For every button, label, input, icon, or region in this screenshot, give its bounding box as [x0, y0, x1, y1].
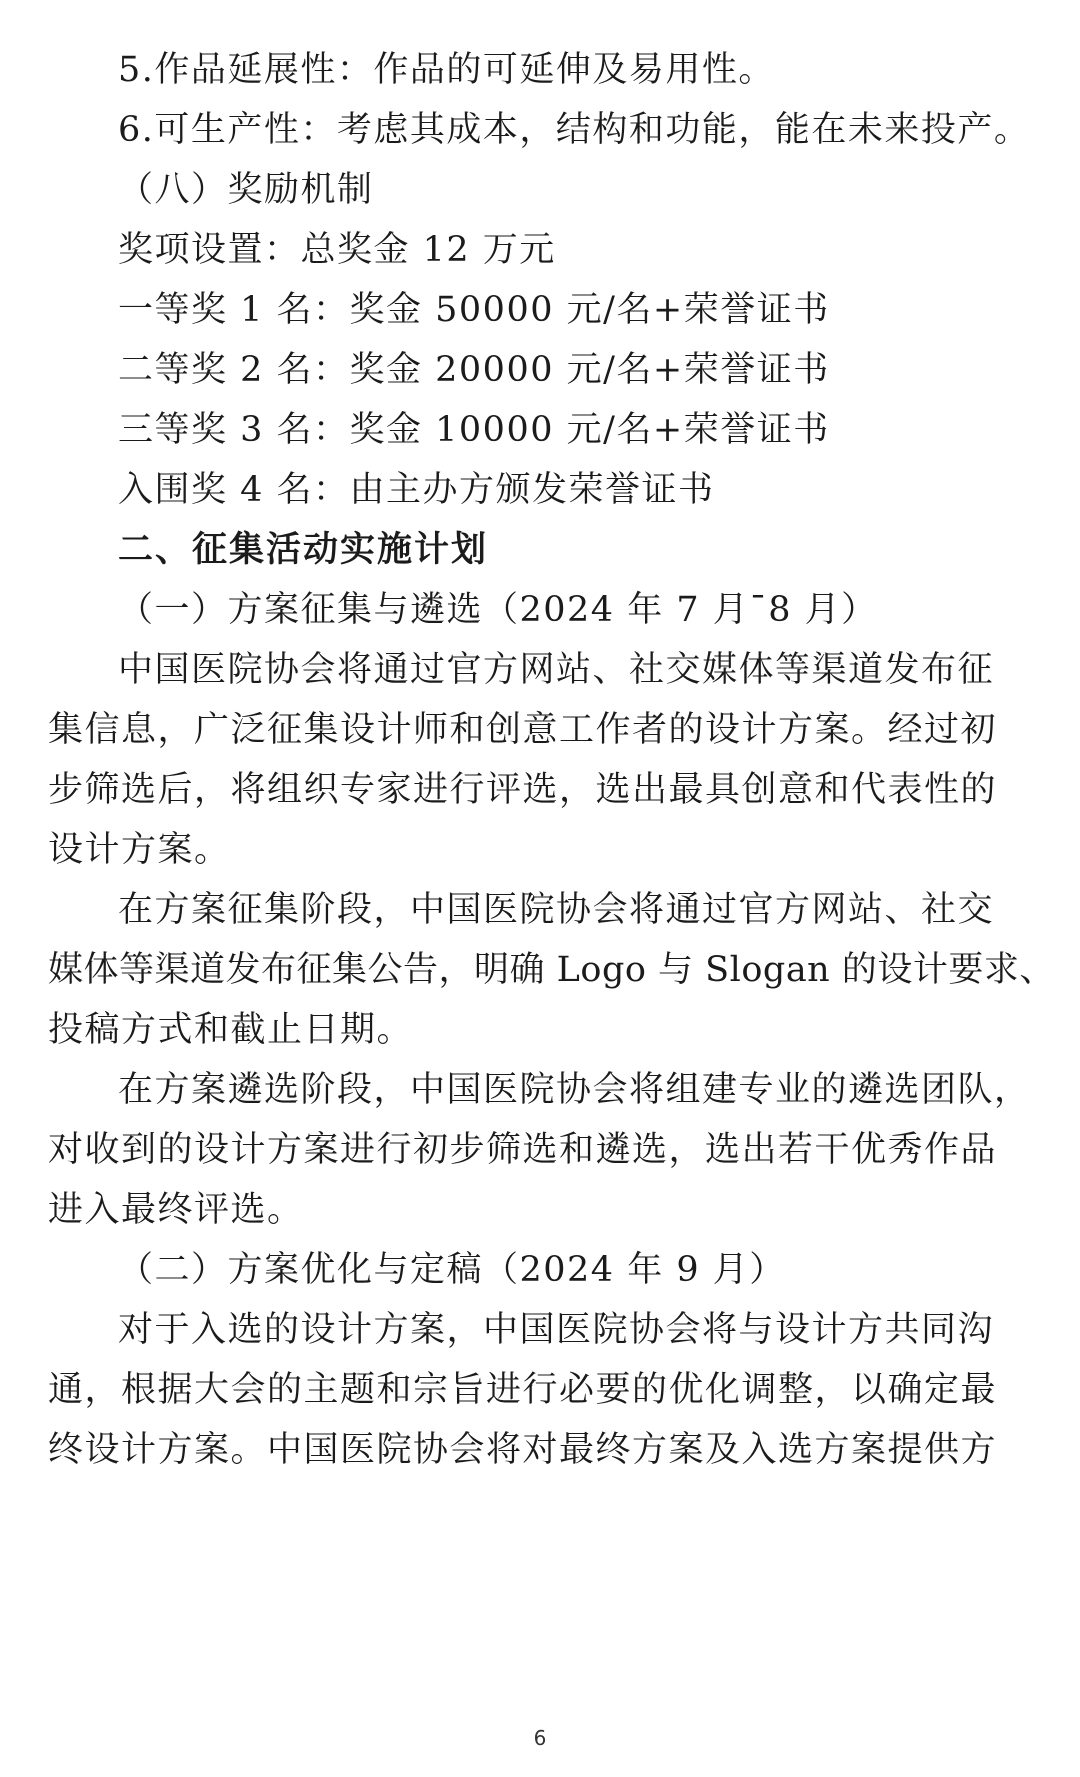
- section-heading-rewards: （八）奖励机制: [118, 170, 374, 210]
- paragraph-line: 在方案征集阶段，中国医院协会将通过官方网站、社交: [118, 890, 995, 930]
- subsection-heading-optimization: （二）方案优化与定稿（2024 年 9 月）: [118, 1250, 786, 1290]
- second-prize-line: 二等奖 2 名：奖金 20000 元/名+荣誉证书: [118, 350, 830, 390]
- third-prize-line: 三等奖 3 名：奖金 10000 元/名+荣誉证书: [118, 410, 830, 450]
- paragraph-line: 通，根据大会的主题和宗旨进行必要的优化调整，以确定最: [48, 1370, 998, 1410]
- paragraph-line: 终设计方案。中国医院协会将对最终方案及入选方案提供方: [48, 1430, 998, 1470]
- award-total-line: 奖项设置：总奖金 12 万元: [118, 230, 556, 270]
- paragraph-line: 集信息，广泛征集设计师和创意工作者的设计方案。经过初: [48, 710, 998, 750]
- page-number: 6: [533, 1726, 547, 1750]
- criterion-5-line: 5.作品延展性：作品的可延伸及易用性。: [118, 50, 775, 90]
- paragraph-line: 进入最终评选。: [48, 1190, 304, 1230]
- paragraph-line: 媒体等渠道发布征集公告，明确 Logo 与 Slogan 的设计要求、: [48, 950, 1055, 990]
- first-prize-line: 一等奖 1 名：奖金 50000 元/名+荣誉证书: [118, 290, 830, 330]
- paragraph-line: 中国医院协会将通过官方网站、社交媒体等渠道发布征: [118, 650, 995, 690]
- subsection-heading-collection: （一）方案征集与遴选（2024 年 7 月¯8 月）: [118, 590, 878, 630]
- paragraph-line: 对收到的设计方案进行初步筛选和遴选，选出若干优秀作品: [48, 1130, 998, 1170]
- finalist-prize-line: 入围奖 4 名：由主办方颁发荣誉证书: [118, 470, 715, 510]
- paragraph-line: 对于入选的设计方案，中国医院协会将与设计方共同沟: [118, 1310, 995, 1350]
- paragraph-line: 设计方案。: [48, 830, 231, 870]
- section-heading-implementation: 二、征集活动实施计划: [118, 530, 489, 570]
- paragraph-line: 在方案遴选阶段，中国医院协会将组建专业的遴选团队，: [118, 1070, 1031, 1110]
- paragraph-line: 投稿方式和截止日期。: [48, 1010, 414, 1050]
- paragraph-line: 步筛选后，将组织专家进行评选，选出最具创意和代表性的: [48, 770, 998, 810]
- criterion-6-line: 6.可生产性：考虑其成本，结构和功能，能在未来投产。: [118, 110, 1031, 150]
